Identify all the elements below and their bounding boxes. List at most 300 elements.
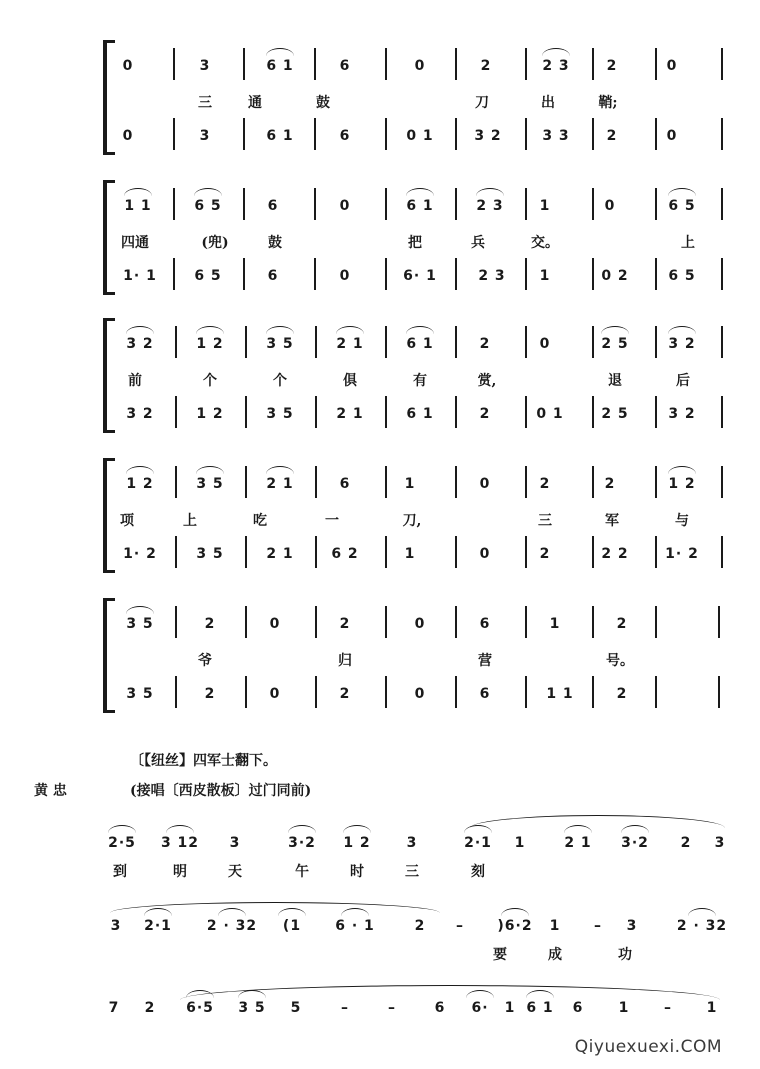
lyric: 天 — [228, 864, 242, 880]
slur — [266, 326, 294, 334]
slur — [542, 48, 570, 56]
note-upper: 6 — [479, 616, 491, 632]
note-upper: 0 — [414, 616, 426, 632]
note-melody: 5 — [290, 1000, 302, 1016]
system-bracket — [103, 458, 107, 573]
note-lower: 2 5 — [601, 406, 629, 422]
lyric: 午 — [295, 864, 309, 880]
barline — [385, 188, 387, 220]
note-melody: – — [456, 918, 464, 934]
note-lower: 3 3 — [542, 128, 570, 144]
barline — [385, 676, 387, 708]
barline — [243, 258, 245, 290]
note-lower: 3 5 — [266, 406, 294, 422]
slur — [406, 188, 434, 196]
system-bracket — [103, 598, 107, 713]
barline — [525, 396, 527, 428]
note-lower: 6 — [339, 128, 351, 144]
slur — [288, 825, 316, 833]
note-upper: 3 5 — [266, 336, 294, 352]
note-upper: 2 3 — [476, 198, 504, 214]
note-lower: 2 — [616, 686, 628, 702]
role-name: 黄 忠 — [34, 783, 67, 799]
lyric: 营 — [478, 653, 492, 669]
barline — [175, 676, 177, 708]
lyric: 吃 — [253, 513, 267, 529]
barline — [525, 118, 527, 150]
note-lower: 6 2 — [331, 546, 359, 562]
barline — [175, 466, 177, 498]
lyric: 把 — [408, 235, 422, 251]
note-melody: 3 — [110, 918, 122, 934]
note-lower: 6 5 — [194, 268, 222, 284]
note-melody: )6·2 — [497, 918, 533, 934]
barline — [173, 188, 175, 220]
note-upper: 3 2 — [668, 336, 696, 352]
barline — [721, 188, 723, 220]
lyric: 要 — [493, 947, 507, 963]
note-upper: 2 1 — [336, 336, 364, 352]
note-melody: 3 — [229, 835, 241, 851]
barline — [721, 326, 723, 358]
lyric: 有 — [413, 373, 427, 389]
slur — [343, 825, 371, 833]
barline — [655, 606, 657, 638]
note-upper: 0 — [539, 336, 551, 352]
barline — [525, 48, 527, 80]
note-melody: 3 5 — [238, 1000, 266, 1016]
note-melody: (1 — [282, 918, 302, 934]
note-lower: 2 1 — [336, 406, 364, 422]
slur — [196, 326, 224, 334]
note-melody: 7 — [108, 1000, 120, 1016]
barline — [455, 606, 457, 638]
barline — [315, 676, 317, 708]
note-lower: 2 2 — [601, 546, 629, 562]
note-lower: 3 2 — [668, 406, 696, 422]
note-melody: 2 · 32 — [206, 918, 258, 934]
barline — [592, 118, 594, 150]
note-upper: 2 — [616, 616, 628, 632]
barline — [592, 606, 594, 638]
note-upper: 1 — [404, 476, 416, 492]
note-upper: 6 — [267, 198, 279, 214]
barline — [314, 48, 316, 80]
slur — [196, 466, 224, 474]
note-melody: 3 — [714, 835, 726, 851]
barline — [655, 188, 657, 220]
note-melody: 2·5 — [108, 835, 136, 851]
barline — [315, 396, 317, 428]
note-upper: 2 5 — [601, 336, 629, 352]
barline — [245, 676, 247, 708]
note-lower: 0 — [414, 686, 426, 702]
note-lower: 3 5 — [126, 686, 154, 702]
note-upper: 2 — [606, 58, 618, 74]
slur — [126, 466, 154, 474]
note-lower: 1· 2 — [665, 546, 699, 562]
barline — [315, 536, 317, 568]
note-lower: 0 2 — [601, 268, 629, 284]
note-lower: 6 — [267, 268, 279, 284]
barline — [592, 188, 594, 220]
note-lower: 0 — [479, 546, 491, 562]
barline — [173, 258, 175, 290]
barline — [175, 536, 177, 568]
barline — [245, 396, 247, 428]
note-melody: 2·1 — [144, 918, 172, 934]
note-lower: 1· 1 — [123, 268, 157, 284]
lyric: 个 — [203, 373, 217, 389]
note-upper: 6 1 — [406, 198, 434, 214]
barline — [592, 326, 594, 358]
note-melody: 1 2 — [343, 835, 371, 851]
system-bracket — [103, 40, 107, 155]
performance-note: (接唱〔西皮散板〕过门同前) — [130, 783, 312, 799]
lyric: 一 — [325, 513, 339, 529]
note-upper: 6 5 — [668, 198, 696, 214]
barline — [245, 466, 247, 498]
barline — [385, 536, 387, 568]
note-upper: 6 1 — [266, 58, 294, 74]
note-lower: 3 — [199, 128, 211, 144]
note-melody: – — [594, 918, 602, 934]
note-upper: 2 — [480, 58, 492, 74]
barline — [592, 258, 594, 290]
slur — [194, 188, 222, 196]
note-upper: 6 5 — [194, 198, 222, 214]
note-lower: 6 — [479, 686, 491, 702]
lyric: 俱 — [343, 373, 357, 389]
note-upper: 1 — [549, 616, 561, 632]
lyric: 三 — [405, 864, 419, 880]
slur — [501, 908, 529, 916]
lyric: 成 — [548, 947, 562, 963]
note-upper: 0 — [604, 198, 616, 214]
note-lower: 3 5 — [196, 546, 224, 562]
barline — [655, 396, 657, 428]
barline — [385, 396, 387, 428]
barline — [315, 606, 317, 638]
note-upper: 2 — [539, 476, 551, 492]
barline — [385, 258, 387, 290]
barline — [173, 118, 175, 150]
bracket-cap — [103, 710, 115, 713]
phrase-slur — [180, 985, 720, 1000]
slur — [336, 326, 364, 334]
bracket-cap — [103, 318, 115, 321]
note-melody: 1 — [618, 1000, 630, 1016]
slur — [668, 326, 696, 334]
note-melody: 1 — [504, 1000, 516, 1016]
note-lower: 6· 1 — [403, 268, 437, 284]
slur — [668, 466, 696, 474]
note-upper: 6 — [339, 476, 351, 492]
note-melody: 1 — [514, 835, 526, 851]
barline — [592, 536, 594, 568]
note-lower: 0 — [269, 686, 281, 702]
slur — [601, 326, 629, 334]
note-upper: 6 1 — [406, 336, 434, 352]
note-upper: 2 — [204, 616, 216, 632]
note-melody: – — [388, 1000, 396, 1016]
note-upper: 3 5 — [196, 476, 224, 492]
note-melody: 2·1 — [464, 835, 492, 851]
note-melody: 3·2 — [621, 835, 649, 851]
note-melody: 3·2 — [288, 835, 316, 851]
slur — [688, 908, 716, 916]
barline — [721, 118, 723, 150]
barline — [655, 676, 657, 708]
watermark: Qiyuexuexi.COM — [574, 1037, 722, 1057]
barline — [314, 188, 316, 220]
note-melody: 2 — [414, 918, 426, 934]
lyric: 军 — [605, 513, 619, 529]
lyric: 鞘; — [598, 95, 618, 111]
bracket-cap — [103, 458, 115, 461]
lyric: 三 — [198, 95, 212, 111]
note-melody: 2 · 32 — [676, 918, 728, 934]
note-melody: – — [341, 1000, 349, 1016]
barline — [525, 326, 527, 358]
lyric: 个 — [273, 373, 287, 389]
note-melody: 2 1 — [564, 835, 592, 851]
lyric: 鼓 — [268, 235, 282, 251]
barline — [314, 258, 316, 290]
note-upper: 2 — [339, 616, 351, 632]
barline — [315, 466, 317, 498]
barline — [314, 118, 316, 150]
lyric: 兵 — [471, 235, 485, 251]
note-upper: 0 — [269, 616, 281, 632]
slur — [124, 188, 152, 196]
barline — [721, 536, 723, 568]
note-melody: 3 12 — [160, 835, 200, 851]
note-lower: 6 5 — [668, 268, 696, 284]
lyric: 刀, — [402, 513, 422, 529]
note-lower: 6 1 — [266, 128, 294, 144]
lyric: 上 — [681, 235, 695, 251]
lyric: 前 — [128, 373, 142, 389]
lyric: 后 — [676, 373, 690, 389]
barline — [592, 48, 594, 80]
barline — [721, 258, 723, 290]
barline — [243, 48, 245, 80]
barline — [455, 326, 457, 358]
slur — [266, 48, 294, 56]
barline — [315, 326, 317, 358]
lyric: 爷 — [198, 653, 212, 669]
system-bracket — [103, 180, 107, 295]
note-upper: 1 2 — [126, 476, 154, 492]
note-melody: – — [664, 1000, 672, 1016]
lyric: 号。 — [606, 653, 634, 669]
note-lower: 2 — [606, 128, 618, 144]
note-upper: 1 — [539, 198, 551, 214]
note-lower: 0 — [122, 128, 134, 144]
barline — [455, 118, 457, 150]
barline — [385, 48, 387, 80]
barline — [243, 118, 245, 150]
lyric: 归 — [338, 653, 352, 669]
note-upper: 3 — [199, 58, 211, 74]
note-upper: 1 2 — [196, 336, 224, 352]
barline — [525, 536, 527, 568]
note-melody: 3 — [406, 835, 418, 851]
barline — [175, 396, 177, 428]
note-upper: 3 5 — [126, 616, 154, 632]
note-upper: 6 — [339, 58, 351, 74]
note-lower: 3 2 — [474, 128, 502, 144]
lyric: 交。 — [531, 235, 559, 251]
note-upper: 2 1 — [266, 476, 294, 492]
barline — [655, 466, 657, 498]
bracket-cap — [103, 598, 115, 601]
lyric: 刀 — [475, 95, 489, 111]
system-bracket — [103, 318, 107, 433]
note-lower: 6 1 — [406, 406, 434, 422]
note-lower: 1 1 — [546, 686, 574, 702]
lyric: 通 — [248, 95, 262, 111]
barline — [455, 258, 457, 290]
lyric: 明 — [173, 864, 187, 880]
note-upper: 0 — [414, 58, 426, 74]
note-upper: 0 — [479, 476, 491, 492]
note-melody: 6 1 — [526, 1000, 554, 1016]
lyric: 时 — [350, 864, 364, 880]
barline — [721, 48, 723, 80]
slur — [126, 606, 154, 614]
note-melody: 6·5 — [186, 1000, 214, 1016]
barline — [592, 466, 594, 498]
note-upper: 0 — [666, 58, 678, 74]
note-upper: 2 3 — [542, 58, 570, 74]
note-melody: 2 — [144, 1000, 156, 1016]
barline — [173, 48, 175, 80]
slur — [108, 825, 136, 833]
note-upper: 1 2 — [668, 476, 696, 492]
barline — [175, 606, 177, 638]
barline — [245, 536, 247, 568]
note-lower: 0 — [339, 268, 351, 284]
lyric: (兜) — [201, 235, 229, 251]
phrase-slur — [470, 815, 725, 828]
slur — [406, 326, 434, 334]
note-lower: 2 — [479, 406, 491, 422]
note-upper: 2 — [604, 476, 616, 492]
stage-direction: 〔【纽丝】四军士翻下。 — [130, 753, 277, 769]
note-upper: 2 — [479, 336, 491, 352]
barline — [243, 188, 245, 220]
slur — [266, 466, 294, 474]
note-lower: 2 1 — [266, 546, 294, 562]
barline — [455, 188, 457, 220]
barline — [385, 606, 387, 638]
bracket-cap — [103, 292, 115, 295]
note-melody: 2 — [680, 835, 692, 851]
slur — [668, 188, 696, 196]
barline — [718, 606, 720, 638]
lyric: 上 — [183, 513, 197, 529]
barline — [385, 466, 387, 498]
note-upper: 1 1 — [124, 198, 152, 214]
barline — [245, 606, 247, 638]
barline — [385, 118, 387, 150]
lyric: 刻 — [471, 864, 485, 880]
note-lower: 2 — [339, 686, 351, 702]
barline — [592, 396, 594, 428]
note-upper: 0 — [339, 198, 351, 214]
barline — [655, 118, 657, 150]
bracket-cap — [103, 430, 115, 433]
note-lower: 1 — [404, 546, 416, 562]
barline — [592, 676, 594, 708]
barline — [655, 48, 657, 80]
note-lower: 0 — [666, 128, 678, 144]
note-lower: 2 — [204, 686, 216, 702]
note-melody: 1 — [706, 1000, 718, 1016]
barline — [525, 606, 527, 638]
note-melody: 3 — [626, 918, 638, 934]
bracket-cap — [103, 570, 115, 573]
barline — [455, 48, 457, 80]
note-lower: 0 1 — [536, 406, 564, 422]
note-lower: 2 — [539, 546, 551, 562]
bracket-cap — [103, 180, 115, 183]
barline — [525, 676, 527, 708]
barline — [655, 258, 657, 290]
lyric: 项 — [120, 513, 134, 529]
barline — [175, 326, 177, 358]
note-lower: 3 2 — [126, 406, 154, 422]
barline — [455, 676, 457, 708]
phrase-slur — [110, 902, 440, 913]
note-melody: 1 — [549, 918, 561, 934]
note-melody: 6 — [434, 1000, 446, 1016]
barline — [655, 536, 657, 568]
slur — [476, 188, 504, 196]
note-lower: 1· 2 — [123, 546, 157, 562]
note-lower: 1 — [539, 268, 551, 284]
lyric: 鼓 — [316, 95, 330, 111]
barline — [455, 396, 457, 428]
lyric: 与 — [675, 513, 689, 529]
slur — [166, 825, 194, 833]
barline — [455, 536, 457, 568]
lyric: 四通 — [121, 235, 149, 251]
note-melody: 6 — [572, 1000, 584, 1016]
note-melody: 6 · 1 — [335, 918, 375, 934]
barline — [655, 326, 657, 358]
barline — [455, 466, 457, 498]
note-lower: 2 3 — [478, 268, 506, 284]
lyric: 赏, — [477, 373, 497, 389]
barline — [718, 676, 720, 708]
barline — [385, 326, 387, 358]
bracket-cap — [103, 152, 115, 155]
barline — [525, 188, 527, 220]
barline — [721, 396, 723, 428]
lyric: 三 — [538, 513, 552, 529]
note-melody: 6· — [471, 1000, 489, 1016]
note-upper: 3 2 — [126, 336, 154, 352]
barline — [245, 326, 247, 358]
lyric: 功 — [618, 947, 632, 963]
barline — [525, 466, 527, 498]
note-upper: 0 — [122, 58, 134, 74]
slur — [126, 326, 154, 334]
note-lower: 0 1 — [406, 128, 434, 144]
